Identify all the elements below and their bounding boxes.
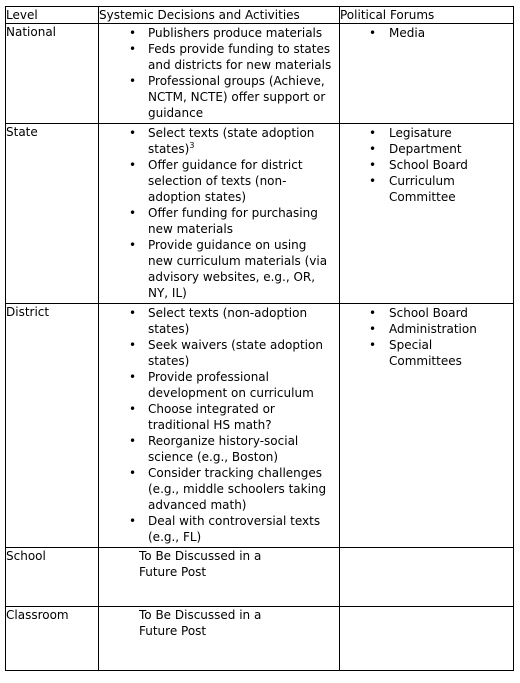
bullet-icon: • (129, 514, 137, 528)
bullet-icon: • (369, 126, 377, 140)
list-item: • Select texts (state adoption states)$^3$ (129, 126, 315, 156)
list-item: • Consider tracking challenges (e.g., middle schoolers taking advanced math) (129, 466, 327, 512)
header-row (6, 7, 514, 24)
forums-cell (340, 607, 514, 671)
list-item: • Feds provide funding to states and districts for new materials (129, 42, 332, 72)
decisions-cell (99, 24, 340, 124)
forums-cell (340, 304, 514, 548)
header-forums: Political Forums (340, 7, 514, 24)
level-cell: Classroom (6, 607, 99, 671)
list-item: • Reorganize history-social science (e.g., Boston) (129, 434, 299, 464)
decisions-cell (99, 124, 340, 304)
table-row-district (6, 304, 514, 548)
bullet-icon: • (369, 174, 377, 188)
table-row-classroom (6, 607, 514, 671)
list-item: • Special Committees (369, 338, 462, 368)
bullet-icon: • (369, 322, 377, 336)
forums-cell (340, 124, 514, 304)
bullet-icon: • (129, 74, 137, 88)
future-note: To Be Discussed in a Future Post (139, 608, 262, 638)
bullet-icon: • (129, 238, 137, 252)
future-note-cell (99, 607, 340, 671)
bullet-icon: • (369, 142, 377, 156)
decisions-list (99, 305, 339, 545)
list-item: • Provide professional development on curriculum (129, 370, 314, 400)
level-cell: National (6, 24, 99, 124)
forums-list (340, 305, 513, 369)
header-level: Level (6, 7, 99, 24)
list-item: • Professional groups (Achieve, NCTM, NCTE) offer support or guidance (129, 74, 326, 120)
bullet-icon: • (129, 158, 137, 172)
list-item: • School Board (369, 306, 468, 320)
list-item: • Deal with controversial texts (e.g., FL) (129, 514, 321, 544)
table-row-state (6, 124, 514, 304)
bullet-icon: • (369, 158, 377, 172)
decisions-cell (99, 304, 340, 548)
decisions-list (99, 25, 339, 121)
forums-list (340, 125, 513, 205)
table-row-national (6, 24, 514, 124)
list-item: • Provide guidance on using new curriculum materials (via advisory websites, e.g., OR, NY, IL) (129, 238, 328, 300)
level-cell: District (6, 304, 99, 548)
bullet-icon: • (369, 306, 377, 320)
future-note-cell (99, 548, 340, 607)
list-item: • Administration (369, 322, 477, 336)
list-item: • School Board (369, 158, 468, 172)
forums-cell (340, 548, 514, 607)
list-item: • Department (369, 142, 462, 156)
bullet-icon: • (369, 338, 377, 352)
footnote-marker: 3 (189, 141, 195, 150)
list-item: • Choose integrated or traditional HS math? (129, 402, 275, 432)
bullet-icon: • (129, 338, 137, 352)
list-item: • Curriculum Committee (369, 174, 456, 204)
bullet-icon: • (129, 370, 137, 384)
bullet-icon: • (369, 26, 377, 40)
list-item: • Select texts (non-adoption states) (129, 306, 308, 336)
level-cell: State (6, 124, 99, 304)
bullet-icon: • (129, 402, 137, 416)
curriculum-decisions-table (5, 6, 514, 671)
level-cell: School (6, 548, 99, 607)
forums-cell (340, 24, 514, 124)
decisions-list (99, 125, 339, 301)
future-note: To Be Discussed in a Future Post (139, 549, 262, 579)
bullet-icon: • (129, 206, 137, 220)
bullet-icon: • (129, 466, 137, 480)
bullet-icon: • (129, 26, 137, 40)
list-item: • Seek waivers (state adoption states) (129, 338, 323, 368)
bullet-icon: • (129, 126, 137, 140)
header-decisions: Systemic Decisions and Activities (99, 7, 340, 24)
bullet-icon: • (129, 42, 137, 56)
list-item: • Legisature (369, 126, 452, 140)
bullet-icon: • (129, 434, 137, 448)
list-item: • Publishers produce materials (129, 26, 323, 40)
table-row-school (6, 548, 514, 607)
list-item: • Media (369, 26, 426, 40)
list-item: • Offer guidance for district selection of texts (non-adoption states) (129, 158, 303, 204)
list-item: • Offer funding for purchasing new materials (129, 206, 318, 236)
bullet-icon: • (129, 306, 137, 320)
forums-list (340, 25, 513, 41)
